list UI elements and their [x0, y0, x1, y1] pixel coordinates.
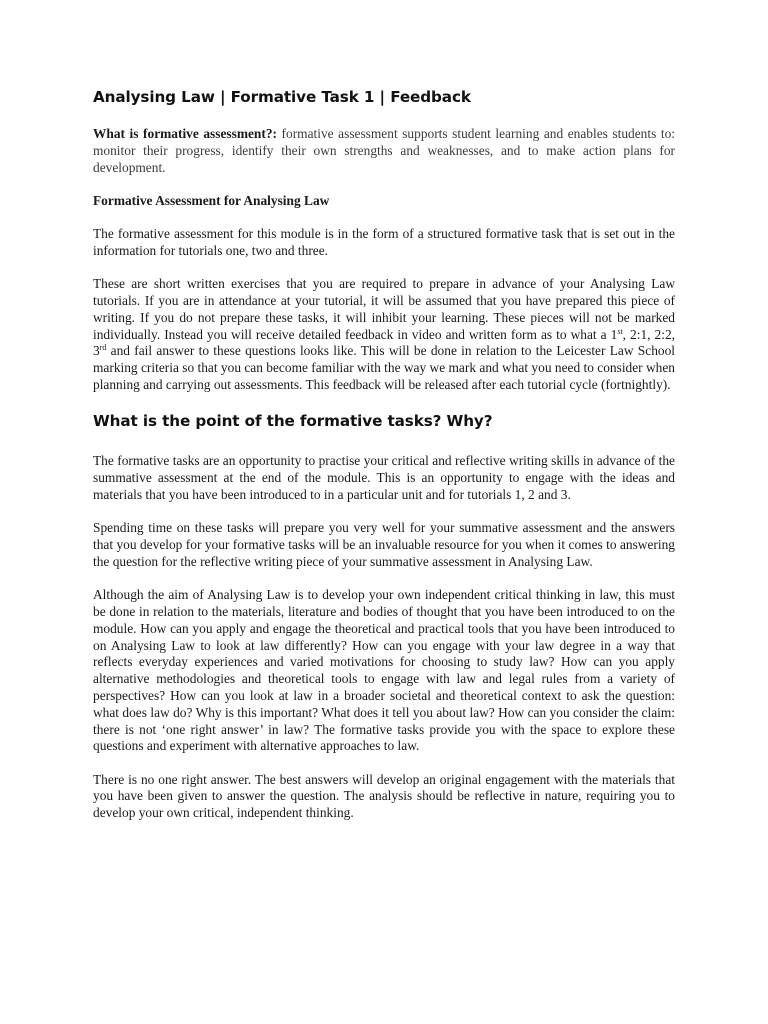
superscript-st: st [617, 326, 623, 336]
paragraph-exercises-part2: , 2:1, 2:2, 3 [93, 326, 675, 359]
paragraph-exercises-part3: and fail answer to these questions looks like. This will be done in relation to the Leicester Law School marking criteria so that you can become familiar with the way we mark and what you need to consider when planning and carrying out assessments. This feedback will be released after each tutorial cycle (fortnightly). [93, 343, 675, 393]
intro-label: What is formative assessment?: [93, 126, 277, 141]
superscript-rd: rd [99, 343, 107, 353]
paragraph-exercises [93, 276, 675, 394]
page-title: Analysing Law | Formative Task 1 | Feedback [93, 88, 471, 106]
document-page [93, 86, 675, 839]
paragraph-aim: Although the aim of Analysing Law is to develop your own independent critical thinking in law, this must be done in relation to the materials, literature and bodies of thought that you have been introduced to on the module. How can you apply and engage the theoretical and practical tools that you have been introduced to on Analysing Law to look at law differently? How can you engage with your law degree in a way that reflects everyday experiences and varied motivations for choosing to study law? How can you apply alternative methodologies and theoretical tools to engage with law and legal rules from a variety of perspectives? How can you look at law in a broader societal and theoretical context to ask the question: what does law do? Why is this important? What does it tell you about law? How can you consider the claim: there is not ‘one right answer’ in law? The formative tasks provide you with the space to explore these questions and experiment with alternative approaches to law. [93, 587, 675, 754]
intro-paragraph [93, 126, 675, 176]
paragraph-exercises-part1: These are short written exercises that you are required to prepare in advance of your Analysing Law tutorials. If you are in attendance at your tutorial, it will be assumed that you have prepared this piece of writing. If you do not prepare these tasks, it will inhibit your learning. These pieces will not be marked individually. Instead you will receive detailed feedback in video and written form as to what a 1 [93, 276, 675, 342]
paragraph-structure: The formative assessment for this module is in the form of a structured formative task that is set out in the information for tutorials one, two and three. [93, 226, 675, 258]
intro-text: formative assessment supports student learning and enables students to: monitor their progress, identify their own strengths and weaknesses, and to make action plans for development. [93, 126, 676, 175]
paragraph-preparation: Spending time on these tasks will prepare you very well for your summative assessment and the answers that you develop for your formative tasks will be an invaluable resource for you when it comes to answering the question for the reflective writing piece of your summative assessment in Analysing Law. [93, 520, 675, 569]
section-subheading: Formative Assessment for Analysing Law [93, 192, 330, 208]
section-heading: What is the point of the formative tasks? Why? [93, 412, 493, 431]
paragraph-opportunity: The formative tasks are an opportunity to practise your critical and reflective writing skills in advance of the summative assessment at the end of the module. This is an opportunity to engage with the ideas and materials that you have been introduced to in a particular unit and for tutorials 1, 2 and 3. [93, 453, 675, 502]
paragraph-no-right-answer: There is no one right answer. The best answers will develop an original engagement with the materials that you have been given to answer the question. The analysis should be reflective in nature, requiring you to develop your own critical, independent thinking. [93, 771, 675, 821]
